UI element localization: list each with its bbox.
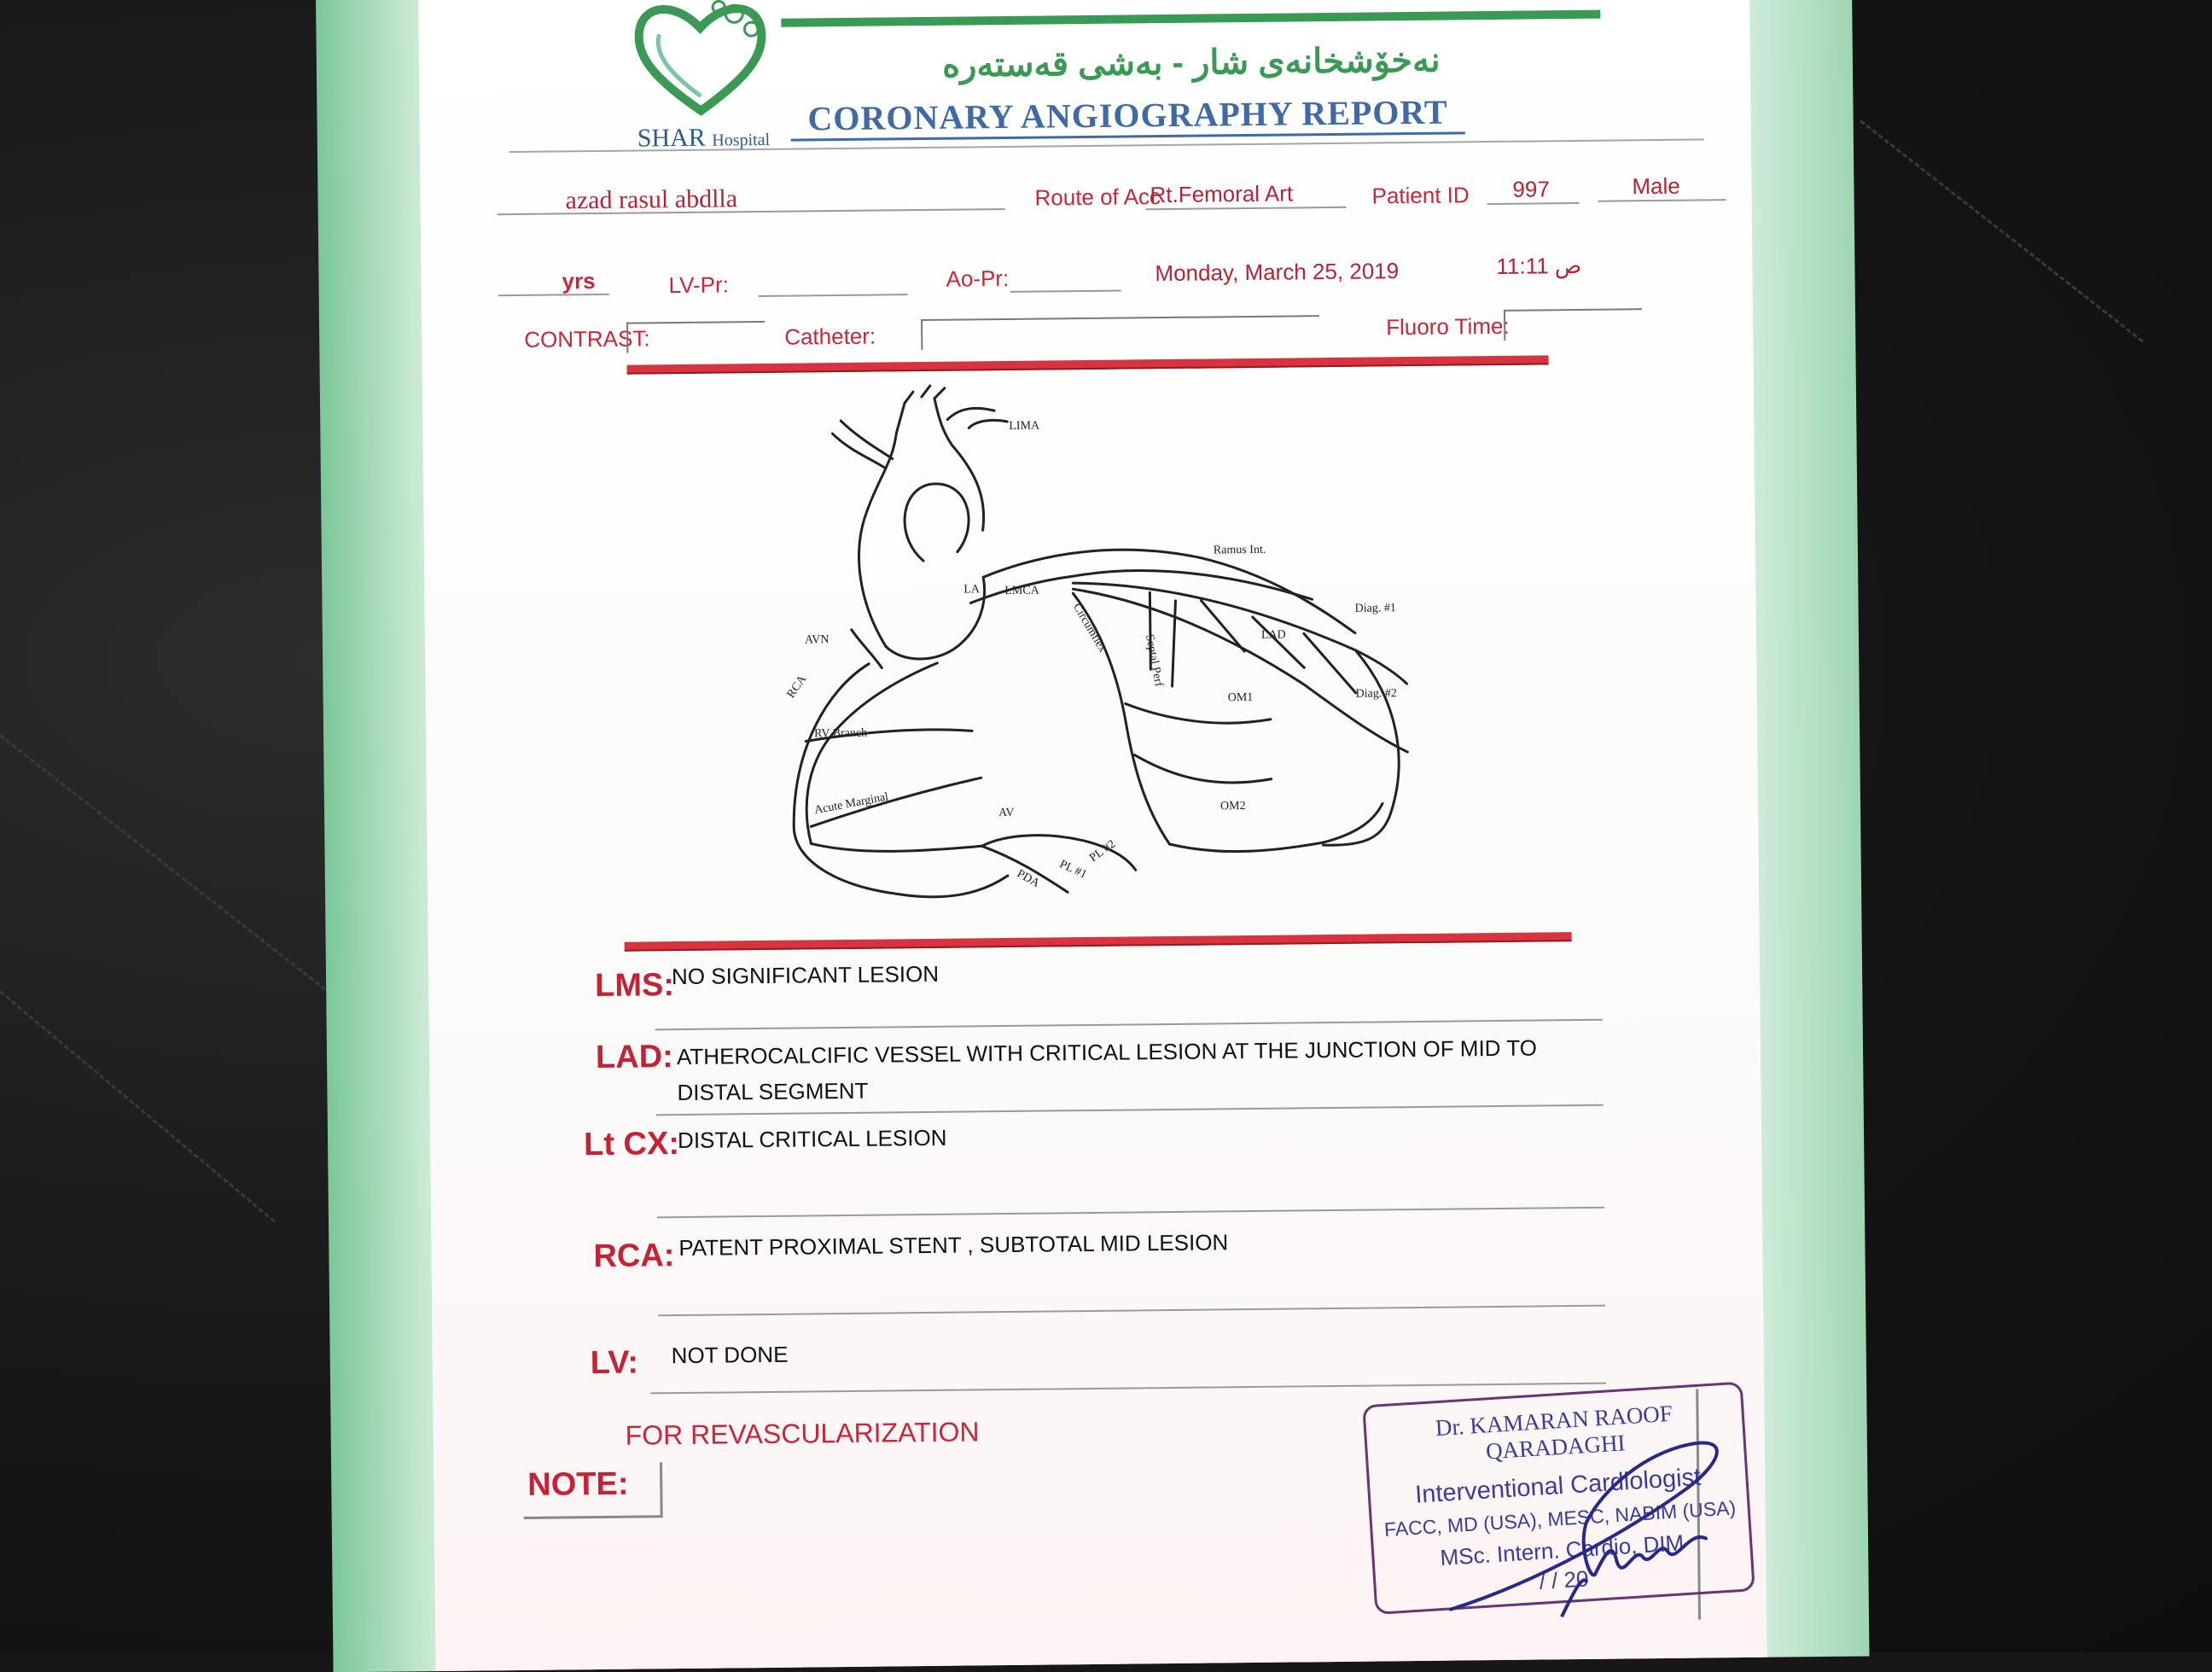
lv-pr-label: LV-Pr: <box>668 271 730 299</box>
lv-label: LV: <box>590 1344 639 1382</box>
stamp-date: / / 20 <box>1538 1565 1590 1594</box>
coronary-diagram <box>721 376 1494 912</box>
aortic-branches <box>905 386 945 403</box>
rca-underline <box>658 1305 1605 1317</box>
label-pl2: PL #2 <box>1087 837 1119 865</box>
stamp-specialty: Interventional Cardiologist <box>1414 1463 1702 1509</box>
lv-pr-underline <box>759 294 908 297</box>
stamp-credentials: FACC, MD (USA), MESC, NABIM (USA) <box>1383 1496 1737 1541</box>
lms-label: LMS: <box>594 967 675 1005</box>
contrast-label: CONTRAST: <box>524 325 650 352</box>
om2-vessel <box>1134 754 1271 784</box>
lv-text: NOT DONE <box>671 1341 789 1369</box>
report-date: Monday, March 25, 2019 <box>1155 258 1400 287</box>
contrast-box <box>626 321 765 353</box>
label-lima: LIMA <box>1009 419 1040 433</box>
label-rca: RCA <box>784 673 810 701</box>
patient-id-label: Patient ID <box>1371 182 1470 209</box>
report-time: ص 11:11 <box>1496 252 1582 279</box>
patient-sex: Male <box>1632 172 1680 200</box>
left-vessel-2 <box>841 420 892 459</box>
paper-body <box>418 0 1767 1671</box>
kurdish-title: نەخۆشخانەی شار - بەشی قەستەرە <box>941 41 1441 84</box>
ao-pr-label: Ao-Pr: <box>946 265 1010 292</box>
stamp-doctor-name: Dr. KAMARAN RAOOF QARADAGHI <box>1434 1400 1674 1465</box>
age-unit-underline <box>558 294 609 296</box>
note-text: FOR REVASCULARIZATION <box>625 1416 980 1451</box>
label-avn: AVN <box>804 633 830 647</box>
sex-underline <box>1598 199 1726 202</box>
lima-vessel-2 <box>969 420 1007 428</box>
diagonal-branches <box>1201 599 1355 695</box>
ltcx-underline <box>657 1207 1604 1219</box>
label-av: AV <box>998 806 1015 820</box>
aorta-right-wall <box>934 398 984 531</box>
om1-vessel <box>1126 702 1271 725</box>
catheter-box <box>921 315 1319 350</box>
patient-id-value: 997 <box>1512 176 1550 202</box>
route-label: Route of Acc <box>1034 184 1161 211</box>
label-la: LA <box>963 583 981 597</box>
catheter-label: Catheter: <box>784 323 876 350</box>
ao-pr-underline <box>1010 290 1121 293</box>
age-underline <box>498 294 567 296</box>
report-title: CORONARY ANGIOGRAPHY REPORT <box>790 91 1464 141</box>
header-green-rule <box>781 10 1600 27</box>
label-septal: Septal Perf <box>1142 633 1166 688</box>
lms-underline <box>655 1019 1603 1031</box>
bottom-red-bar <box>625 932 1572 952</box>
lad-vessel <box>1073 580 1406 687</box>
stamp-degree: MSc. Intern. Cardio, DIM <box>1439 1529 1685 1571</box>
heart-outline-left <box>1321 650 1400 845</box>
fluoro-time-label: Fluoro Time: <box>1385 312 1510 341</box>
age-unit: yrs <box>562 268 596 294</box>
label-lmca: LMCA <box>1004 584 1039 598</box>
aortic-arch <box>905 483 969 561</box>
av-groove-vessel <box>811 842 981 852</box>
patient-name: azad rasul abdlla <box>565 184 738 215</box>
lima-vessel <box>947 408 994 420</box>
id-underline <box>1487 202 1580 205</box>
label-pl1: PL #1 <box>1057 858 1089 882</box>
ltcx-label: Lt CX: <box>583 1126 680 1163</box>
label-pda: PDA <box>1014 867 1042 891</box>
label-lad: LAD <box>1260 628 1286 642</box>
label-rv-branch: RV Branch <box>814 726 868 741</box>
fluoro-time-box <box>1504 308 1642 341</box>
label-diag1: Diag. #1 <box>1354 602 1396 615</box>
label-ramus: Ramus Int. <box>1213 543 1266 557</box>
logo-sub: Hospital <box>712 130 771 150</box>
note-label: NOTE: <box>527 1465 629 1503</box>
lad-text: ATHEROCALCIFIC VESSEL WITH CRITICAL LESION AT THE JUNCTION OF MID TO DISTAL SEGMENT <box>676 1034 1538 1106</box>
label-om2: OM2 <box>1220 800 1246 813</box>
ltcx-text: DISTAL CRITICAL LESION <box>677 1124 947 1154</box>
signature-icon <box>1431 1410 1741 1627</box>
lv-underline <box>650 1383 1606 1395</box>
label-acute-marginal: Acute Marginal <box>813 790 890 818</box>
rca-label: RCA: <box>593 1238 675 1275</box>
rca-vessel <box>805 663 939 844</box>
logo-name: SHAR <box>637 123 706 153</box>
report-sheet <box>316 0 1869 1672</box>
label-om1: OM1 <box>1227 690 1254 705</box>
lad-label: LAD: <box>595 1039 674 1076</box>
left-vessel <box>832 433 883 468</box>
top-red-bar <box>627 355 1549 374</box>
label-diag2: Diag. #2 <box>1355 687 1397 701</box>
avn-vessel <box>852 630 882 668</box>
lms-text: NO SIGNIFICANT LESION <box>671 960 940 990</box>
rca-text: PATENT PROXIMAL STENT , SUBTOTAL MID LESION <box>678 1229 1229 1261</box>
heart-logo-icon <box>623 0 778 125</box>
route-value: Rt.Femoral Art <box>1150 180 1294 208</box>
label-circumflex: Circumflex <box>1070 601 1109 655</box>
